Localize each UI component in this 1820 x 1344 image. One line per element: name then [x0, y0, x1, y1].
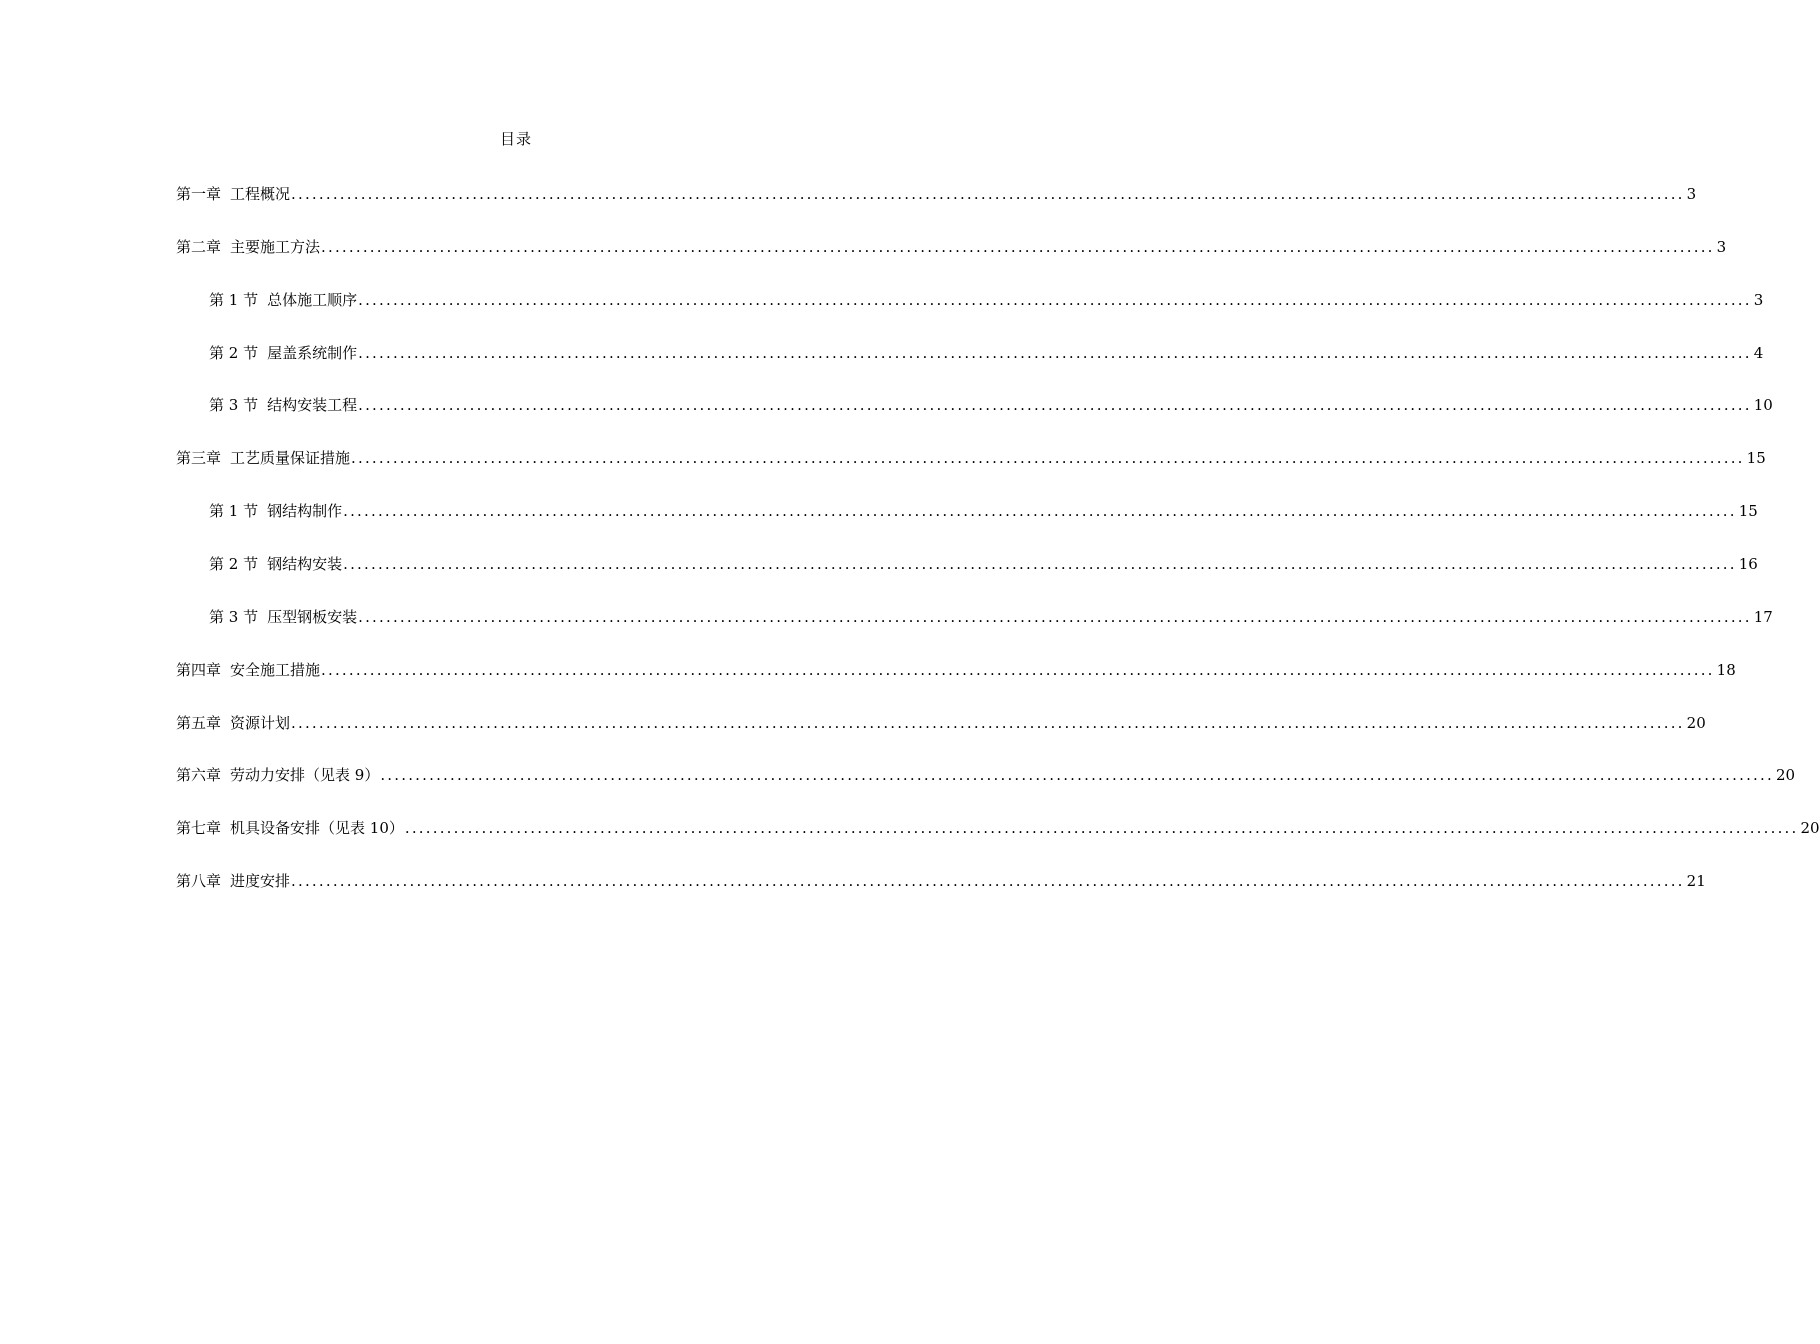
toc-entry-number: 第三章 [176, 449, 222, 468]
toc-entry-number: 第五章 [176, 713, 222, 732]
toc-dot-leader: ........................................................................................................................................................................................................ [343, 554, 1737, 573]
toc-entry-number: 第一章 [176, 185, 222, 203]
toc-page-number: 17 [1753, 607, 1773, 626]
toc-entry-number: 第 2 节 [209, 343, 259, 362]
toc-dot-leader: ........................................................................................................................................................................................................ [321, 660, 1715, 679]
toc-entry-text: 钢结构制作 [267, 502, 343, 521]
toc-dot-leader: ........................................................................................................................................................................................................ [404, 819, 1799, 838]
toc-entry-text: 安全施工措施 [230, 660, 321, 679]
toc-entry[interactable] [209, 335, 1764, 363]
toc-entry[interactable] [209, 387, 1773, 415]
toc-entry-label [209, 501, 342, 521]
toc-entry-text: 钢结构安装 [267, 554, 343, 573]
toc-page-number: 3 [1753, 290, 1764, 309]
toc-entry-number: 第 3 节 [209, 396, 259, 415]
toc-entry[interactable] [209, 599, 1773, 627]
toc-dot-leader: ........................................................................................................................................................................................................ [358, 607, 1752, 626]
toc-entry-label [176, 237, 320, 257]
toc-entry-number: 第二章 [176, 237, 222, 256]
toc-entry-text: 总体施工顺序 [267, 290, 358, 309]
toc-page-number: 18 [1716, 660, 1736, 679]
toc-entry-label [209, 607, 357, 627]
toc-page-number: 10 [1753, 396, 1773, 415]
toc-title: 目录 [499, 130, 532, 148]
toc-entry-number: 第 2 节 [209, 554, 259, 573]
toc-dot-leader: ........................................................................................................................................................................................................ [291, 185, 1685, 203]
toc-entry-label [209, 290, 357, 310]
toc-entry[interactable] [176, 757, 1796, 785]
toc-entry-label [209, 554, 342, 574]
toc-entry[interactable] [176, 440, 1766, 468]
toc-page-number: 15 [1738, 502, 1758, 521]
toc-entry-number: 第六章 [176, 766, 222, 785]
toc-entry[interactable] [176, 652, 1736, 680]
toc-entry-text: 机具设备安排（见表 10） [230, 819, 404, 838]
toc-page-number: 15 [1746, 449, 1766, 468]
toc-entry-text: 屋盖系统制作 [267, 343, 358, 362]
toc-page-number: 16 [1738, 554, 1758, 573]
toc-entry-label [176, 871, 290, 891]
toc-entry-number: 第七章 [176, 819, 222, 838]
toc-page-number: 4 [1753, 343, 1764, 362]
toc-page-number: 20 [1775, 766, 1796, 785]
toc-dot-leader: ........................................................................................................................................................................................................ [358, 396, 1752, 415]
toc-dot-leader: ........................................................................................................................................................................................................ [380, 766, 1774, 785]
toc-dot-leader: ........................................................................................................................................................................................................ [321, 237, 1715, 256]
toc-entry-text: 主要施工方法 [230, 237, 321, 256]
toc-entry-label [209, 395, 357, 415]
toc-dot-leader: ........................................................................................................................................................................................................ [351, 449, 1745, 468]
toc-page-number: 21 [1686, 872, 1706, 891]
toc-entry[interactable] [176, 229, 1727, 257]
toc-entry[interactable] [176, 705, 1706, 733]
toc-entry[interactable] [176, 176, 1697, 204]
toc-entry-text: 资源计划 [230, 713, 291, 732]
toc-entry-text: 工艺质量保证措施 [230, 449, 351, 468]
toc-entry-label [176, 184, 290, 204]
toc-entry[interactable] [209, 282, 1764, 310]
toc-page-number: 3 [1716, 237, 1727, 256]
toc-page-number: 20 [1800, 819, 1820, 838]
toc-entry-number: 第四章 [176, 660, 222, 679]
toc-dot-leader: ........................................................................................................................................................................................................ [358, 290, 1752, 309]
toc-entry-number: 第 1 节 [209, 502, 259, 521]
toc-entry-text: 工程概况 [230, 185, 291, 203]
toc-entry-label [176, 765, 379, 785]
toc-entry-label [209, 343, 357, 363]
toc-dot-leader: ........................................................................................................................................................................................................ [291, 872, 1685, 891]
toc-dot-leader: ........................................................................................................................................................................................................ [358, 343, 1752, 362]
toc-entry-text: 进度安排 [230, 872, 291, 891]
toc-entry-number: 第八章 [176, 872, 222, 891]
toc-entry-label [176, 448, 350, 468]
toc-entry-text: 结构安装工程 [267, 396, 358, 415]
toc-dot-leader: ........................................................................................................................................................................................................ [343, 502, 1737, 521]
toc-entry-label [176, 713, 290, 733]
toc-page-number: 3 [1686, 185, 1697, 203]
toc-entry-text: 压型钢板安装 [267, 607, 358, 626]
toc-entry-number: 第 3 节 [209, 607, 259, 626]
toc-entry[interactable] [209, 546, 1758, 574]
toc-entry-label [176, 660, 320, 680]
toc-entry-text: 劳动力安排（见表 9） [230, 766, 380, 785]
toc-dot-leader: ........................................................................................................................................................................................................ [291, 713, 1685, 732]
toc-entry-number: 第 1 节 [209, 290, 259, 309]
toc-page-number: 20 [1686, 713, 1706, 732]
toc-entry[interactable] [176, 863, 1706, 891]
toc-entry[interactable] [176, 810, 1820, 838]
toc-entry[interactable] [209, 493, 1758, 521]
toc-entry-label [176, 818, 404, 838]
